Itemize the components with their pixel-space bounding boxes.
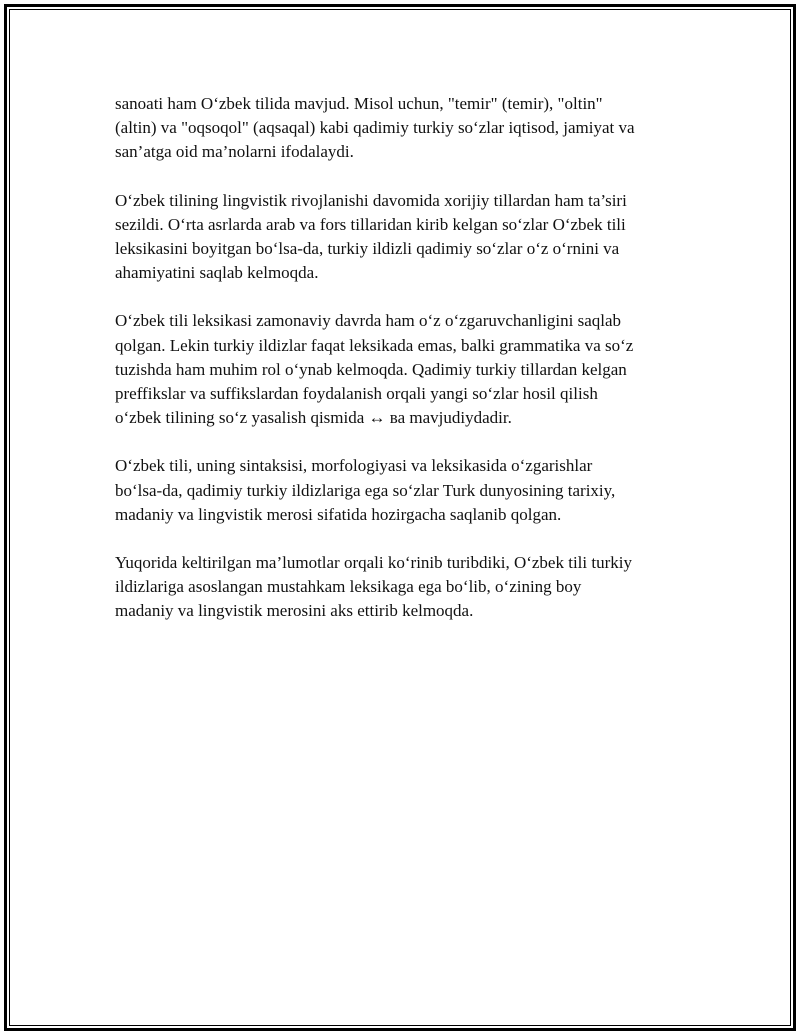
text-line: san’atga oid ma’nolarni ifodalaydi. <box>115 142 354 162</box>
text-line: qolgan. Lekin turkiy ildizlar faqat leksikada emas, balki grammatika va so‘z <box>115 335 634 355</box>
text-line: O‘zbek tili leksikasi zamonaviy davrda ham o‘z o‘zgaruvchanligini saqlab <box>115 311 622 331</box>
text-line: sezildi. O‘rta asrlarda arab va fors tillaridan kirib kelgan so‘zlar O‘zbek tili <box>115 214 626 234</box>
text-line: madaniy va lingvistik merosi sifatida hozirgacha saqlanib qolgan. <box>115 504 562 524</box>
text-line: ildizlariga asoslangan mustahkam leksikaga ega bo‘lib, o‘zining boy <box>115 577 582 597</box>
text-line: o‘zbek tilining so‘z yasalish qismida ↔ ва mavjudiydadir. <box>115 408 512 428</box>
paragraph-3 <box>115 309 685 430</box>
paragraph-1 <box>115 92 685 165</box>
document-body <box>115 92 685 648</box>
text-line: sanoati ham O‘zbek tilida mavjud. Misol uchun, "temir" (temir), "oltin" <box>115 94 603 113</box>
text-line: tuzishda ham muhim rol o‘ynab kelmoqda. Qadimiy turkiy tillardan kelgan <box>115 359 627 379</box>
text-line: (altin) va "oqsoqol" (aqsaqal) kabi qadimiy turkiy so‘zlar iqtisod, jamiyat va <box>115 118 635 138</box>
text-line: preffikslar va suffikslardan foydalanish orqali yangi so‘zlar hosil qilish <box>115 384 598 404</box>
text-line: ahamiyatini saqlab kelmoqda. <box>115 263 319 283</box>
paragraph-4 <box>115 454 685 527</box>
paragraph-2 <box>115 189 685 286</box>
text-line: leksikasini boyitgan bo‘lsa-da, turkiy ildizli qadimiy so‘zlar o‘z o‘rnini va <box>115 239 620 259</box>
paragraph-5 <box>115 551 685 624</box>
text-line: O‘zbek tilining lingvistik rivojlanishi davomida xorijiy tillardan ham ta’siri <box>115 190 627 210</box>
text-line: madaniy va lingvistik merosini aks ettirib kelmoqda. <box>115 601 474 621</box>
text-line: O‘zbek tili, uning sintaksisi, morfologiyasi va leksikasida o‘zgarishlar <box>115 456 593 476</box>
text-line: bo‘lsa-da, qadimiy turkiy ildizlariga ega so‘zlar Turk dunyosining tarixiy, <box>115 480 616 500</box>
text-line: Yuqorida keltirilgan ma’lumotlar orqali ko‘rinib turibdiki, O‘zbek tili turkiy <box>115 553 632 573</box>
